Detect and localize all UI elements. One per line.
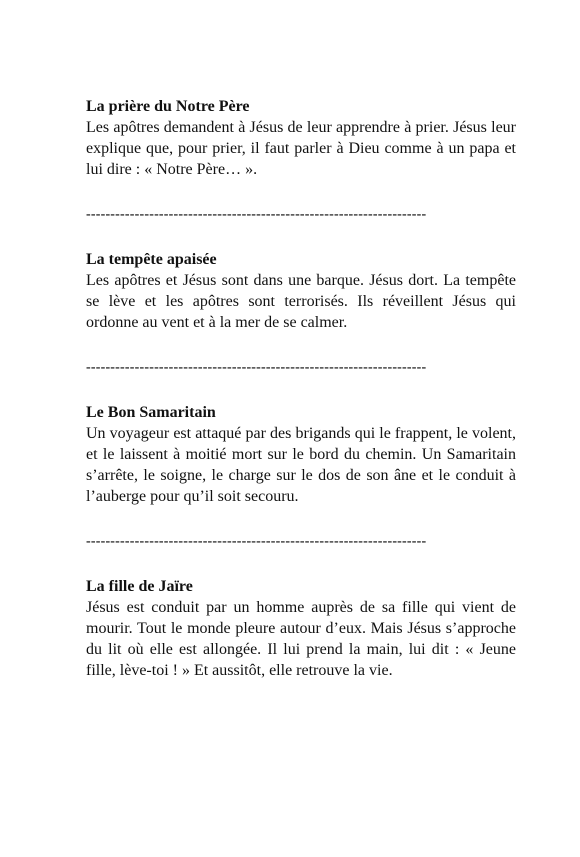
section-text: Un voyageur est attaqué par des brigands qui le frappent, le volent, et le laissent à moitié mort sur le bord du chemin. Un Samaritain s’arrête, le soigne, le charge sur le dos de son âne et le conduit à l’auberge pour qu’il soit secouru. <box>86 425 516 505</box>
section-tempete-apaisee <box>86 249 516 333</box>
section-bon-samaritain <box>86 402 516 507</box>
section-notre-pere <box>86 96 516 180</box>
section-text: Les apôtres et Jésus sont dans une barque. Jésus dort. La tempête se lève et les apôtres sont terrorisés. Ils réveillent Jésus qui ordonne au vent et à la mer de se calmer. <box>86 272 516 331</box>
section-title: Le Bon Samaritain <box>86 404 216 421</box>
section-title: La fille de Jaïre <box>86 578 193 595</box>
dashed-separator: ---------------------------------------------------------------------- <box>86 207 427 222</box>
dashed-separator: ---------------------------------------------------------------------- <box>86 360 427 375</box>
section-title: La prière du Notre Père <box>86 98 250 115</box>
section-fille-de-jaire <box>86 576 516 681</box>
document-page <box>86 96 516 681</box>
section-text: Jésus est conduit par un homme auprès de sa fille qui vient de mourir. Tout le monde pleure autour d’eux. Mais Jésus s’approche du lit où elle est allongée. Il lui prend la main, lui dit : « Jeune fille, lève-toi ! » Et aussitôt, elle retrouve la vie. <box>86 599 516 679</box>
dashed-separator: ---------------------------------------------------------------------- <box>86 534 427 549</box>
section-title: La tempête apaisée <box>86 251 217 268</box>
section-text: Les apôtres demandent à Jésus de leur apprendre à prier. Jésus leur explique que, pour prier, il faut parler à Dieu comme à un papa et lui dire : « Notre Père… ». <box>86 119 516 178</box>
